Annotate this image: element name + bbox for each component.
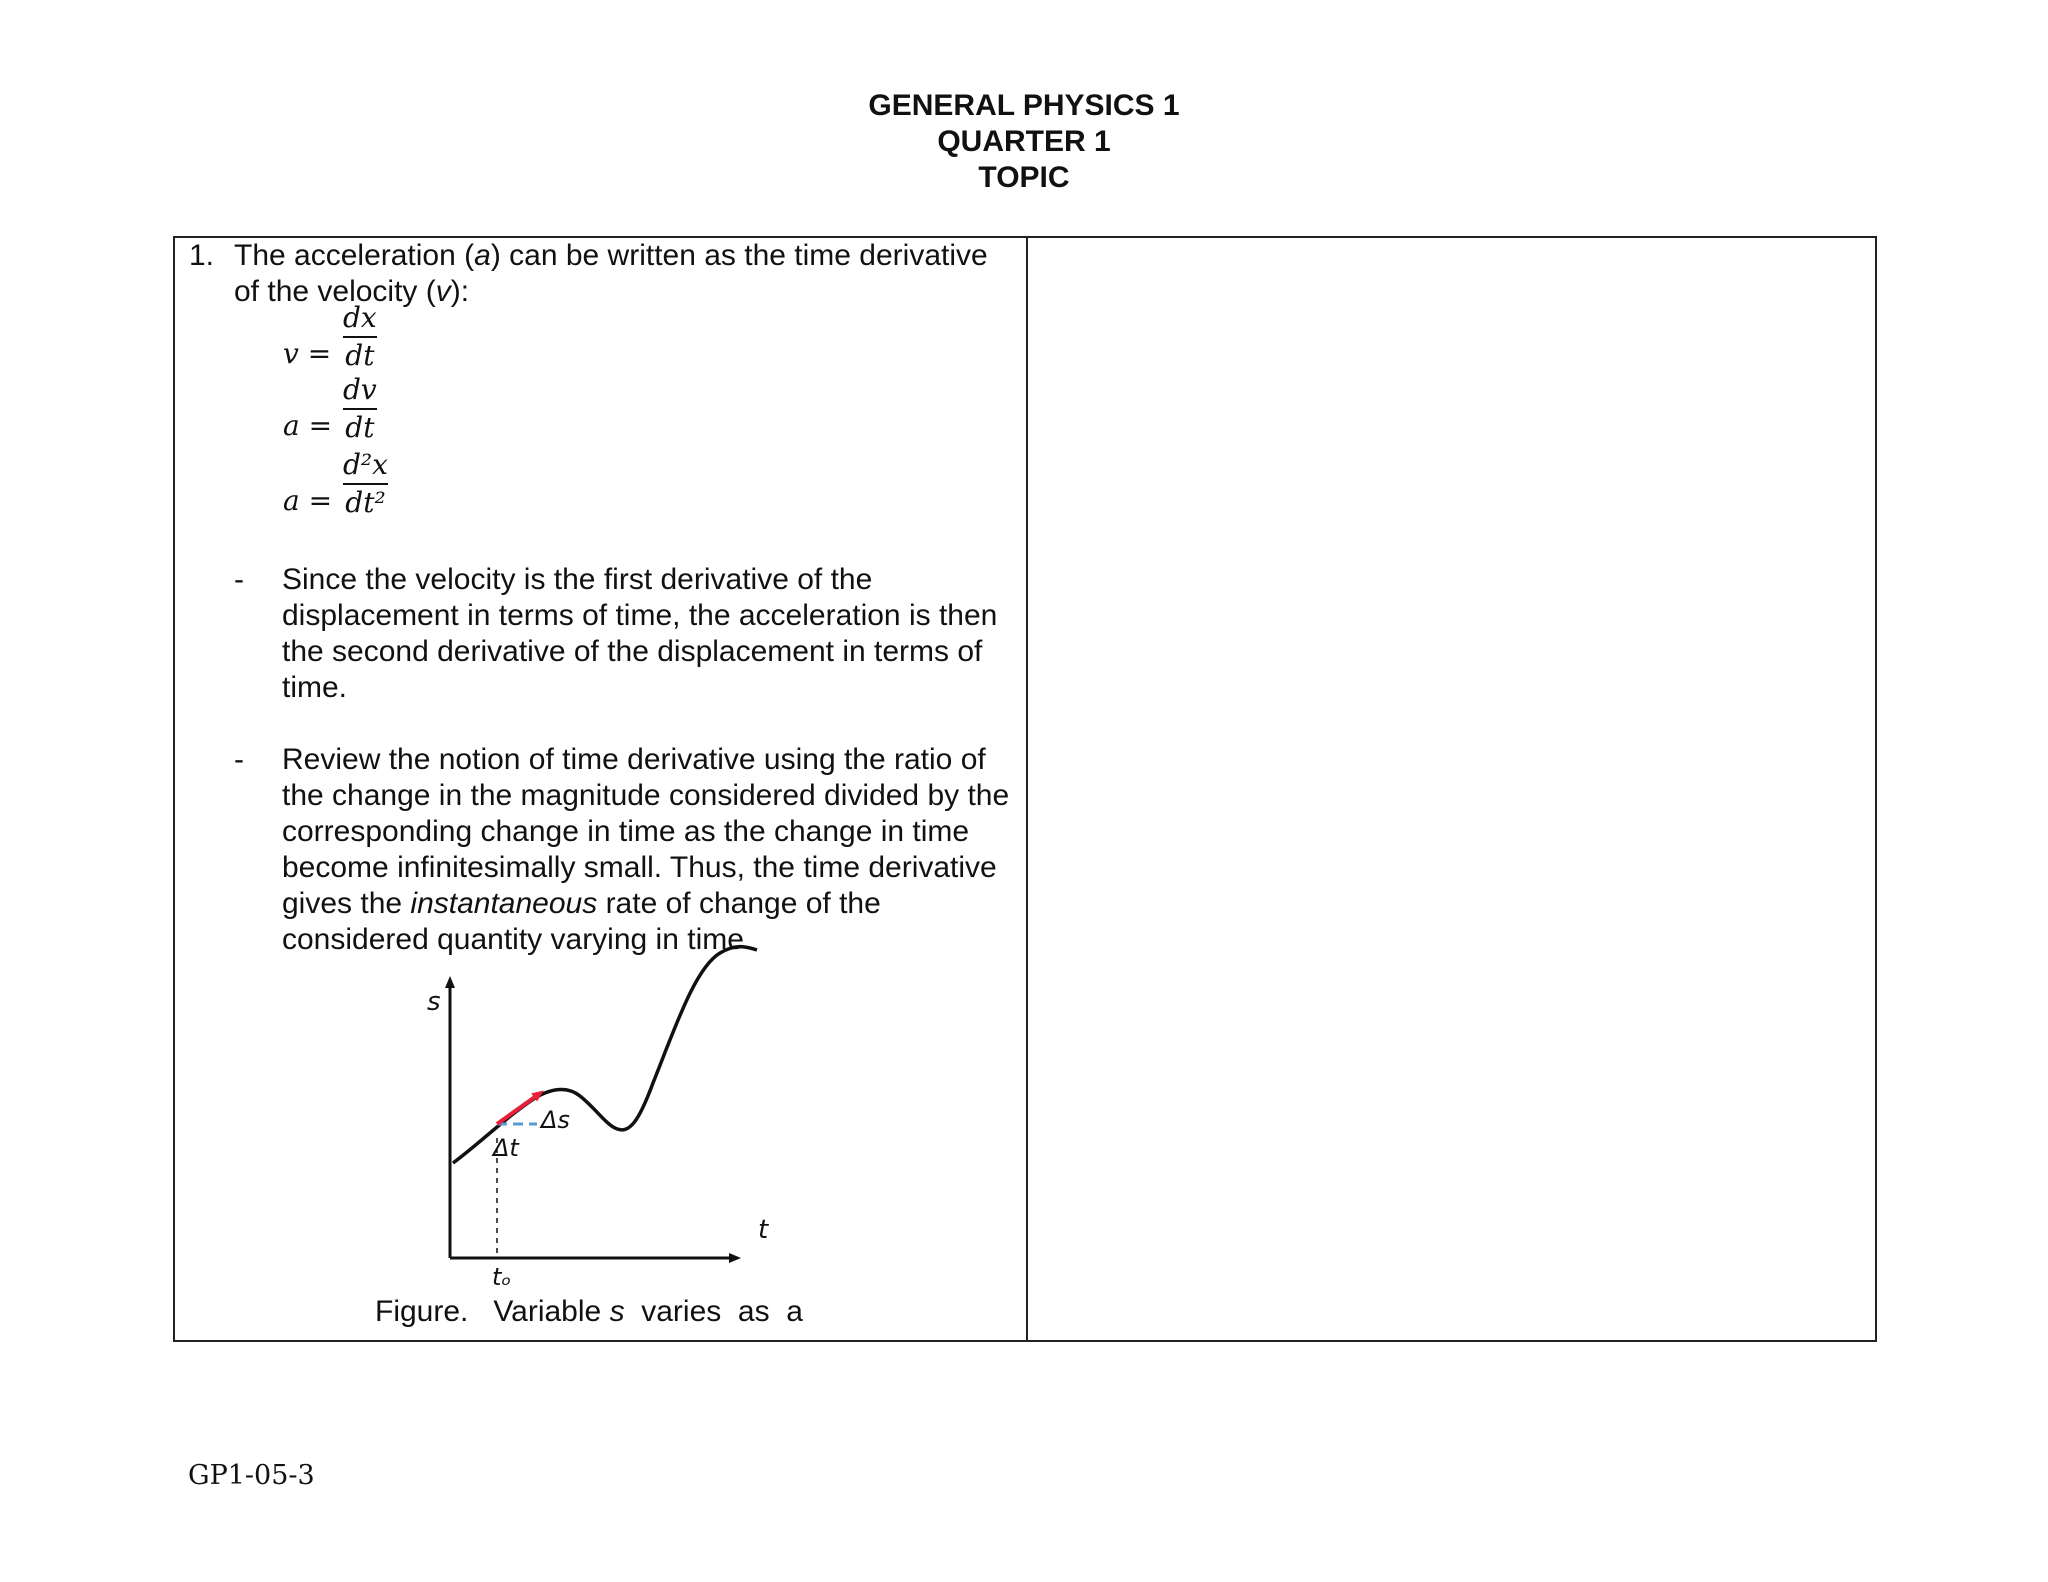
tangent-arrow	[497, 1094, 539, 1124]
document-header	[0, 88, 2048, 196]
header-title: GENERAL PHYSICS 1	[868, 89, 1180, 122]
delta-s-label: Δs	[541, 1106, 570, 1134]
header-quarter: QUARTER 1	[937, 125, 1111, 158]
page-code: GP1-05-3	[188, 1460, 315, 1491]
left-cell: 1. The acceleration (a) can be written as the time derivative of the velocity (v): v = dx dt a = dv dt a = d²x dt² - Since the velocity is the first derivative of the displacement in terms of time, the acceleration is then the second derivative of the displacement in terms of time. - Review the notion of time derivative using the ratio of the change in the magnitude considered divided by the corresponding change in time as the change in time become infinitesimally small. Thus, the time derivative gives the instantaneous rate of change of the considered quantity varying in time s t Δs Δt tₒ Figure. Variable s varies as a	[175, 238, 1026, 1340]
figure-caption: Figure. Variable s varies as a	[375, 1295, 803, 1328]
bullet-velocity-text: Since the velocity is the first derivative of the displacement in terms of time, the acceleration is then the second derivative of the displacement in terms of time.	[282, 563, 998, 704]
item-number: 1.	[189, 239, 215, 272]
bullet-dash: -	[234, 563, 244, 596]
y-axis-label: s	[427, 987, 441, 1017]
right-cell	[1028, 238, 1875, 1340]
x-axis-label: t	[758, 1215, 769, 1245]
content-table	[173, 236, 1877, 1342]
displacement-curve	[453, 947, 757, 1163]
bullet-dash: -	[234, 743, 244, 776]
header-topic: TOPIC	[978, 161, 1070, 194]
delta-t-label: Δt	[493, 1134, 519, 1162]
intro-text: The acceleration (a) can be written as the time derivative of the velocity (v):	[234, 239, 988, 308]
t0-label: tₒ	[492, 1263, 512, 1291]
bullet-derivative-text: Review the notion of time derivative using the ratio of the change in the magnitude considered divided by the corresponding change in time as the change in time become infinitesimally small. Thus, the time derivative gives the instantaneous rate of change of the considered quantity varying in time	[282, 743, 1010, 956]
displacement-time-graph	[175, 238, 1026, 1344]
